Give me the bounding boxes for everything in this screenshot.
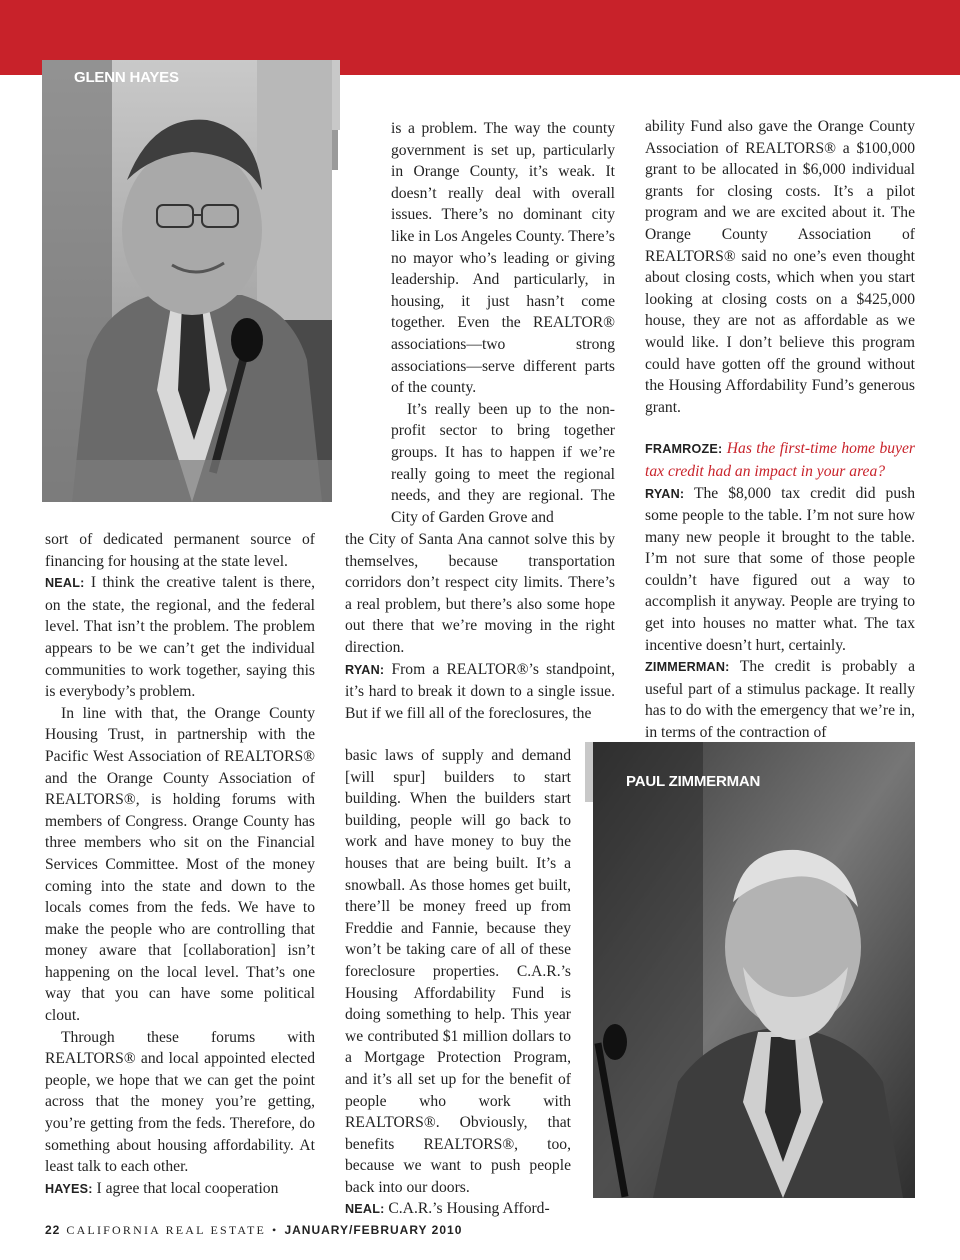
text-column-1 [45, 529, 315, 1200]
speaker-label: RYAN: [645, 486, 685, 501]
page-number: 22 [45, 1223, 61, 1237]
paragraph-text: The credit is probably a useful part of a stimulus package. It really has to do with the emergency that we’re in, in terms of the contraction of [645, 658, 915, 742]
text-column-2-middle [345, 529, 615, 724]
paragraph: It’s really been up to the non-profit sector to bring together groups. It has to happen if we’re really going to meet the regional needs, and they are regional. The City of Garden Grove and [391, 400, 615, 526]
paragraph-text: I agree that local cooperation [92, 1179, 279, 1197]
paragraph-text: From a REALTOR®’s standpoint, it’s hard to break it down to a single issue. But if we fill all of the foreclosures, the [345, 660, 615, 722]
interview-question: Has the first-time home buyer tax credit had an impact in your area? [645, 440, 915, 480]
paragraph: ability Fund also gave the Orange County Association of REALTORS® a $100,000 grant to be allocated in $6,000 individual grants for closing costs. It’s a pilot program and we are excited about it. The Orange County Association of REALTORS® said no one’s even thought about closing costs, which when you start looking at closing costs on a $425,000 house, they are not as affordable as we would like. I don’t believe this program could have gotten off the ground without the Housing Affordability Fund’s generous grant. [645, 118, 915, 416]
speaker-label: FRAMROZE: [645, 442, 723, 457]
speaker-label: RYAN: [345, 662, 385, 677]
paragraph: sort of dedicated permanent source of financing for housing at the state level. [45, 531, 315, 570]
paragraph [45, 1178, 315, 1201]
photo-caption-zimmerman: PAUL ZIMMERMAN [626, 773, 761, 790]
speaker-label: NEAL: [45, 576, 85, 591]
paragraph-text: The $8,000 tax credit did push some people to the table. I’m not sure how many new people it brought to the table. I’m not sure that some of those people couldn’t have figured out a way to accomplish it anyway. People are trying to get into houses no matter what. The tax incentive doesn’t hurt, certainly. [645, 484, 915, 654]
publication-name: CALIFORNIA REAL ESTATE [66, 1223, 267, 1237]
paragraph-text: C.A.R.’s Housing Afford- [384, 1200, 550, 1218]
photo-caption-hayes: GLENN HAYES [74, 69, 179, 86]
footer-separator: • [272, 1223, 279, 1237]
photo-frame-block [332, 60, 340, 130]
paragraph-text: I think the creative talent is there, on the state, the regional, and the federal level. That isn’t the problem. The problem appears to be we can’t get the individual communities to work together, saying this is everybody’s problem. [45, 574, 315, 701]
paragraph: the City of Santa Ana cannot solve this by themselves, because transportation corridors don’t respect city limits. There’s a real problem, but there’s also some hope out there that we’re moving in the right direction. [345, 531, 615, 656]
paragraph: is a problem. The way the county government is set up, particularly in Orange County, it’s weak. It doesn’t really deal with overall issues. There’s no dominant city like in Los Angeles County. There’s no mayor who’s leading or giving leadership. And particularly, in housing, it just hasn’t come together. Even the REALTOR® associations—two strong associations—serve different parts of the county. [391, 120, 615, 397]
paragraph: In line with that, the Orange County Housing Trust, in partnership with the Pacific West Association of REALTORS® and the Orange County Association of REALTORS®, is holding forums with members of Congress. Orange County has three members who sit on the Financial Services Committee. Most of the money coming into the state and down to the locals comes from the feds. We have to make the people who are controlling that money aware that [collaboration] isn’t happening on the local level. That’s one way that you can have some political clout. [45, 704, 315, 1025]
text-column-2-top [391, 118, 615, 528]
text-column-3 [645, 116, 915, 744]
issue-date: JANUARY/FEBRUARY 2010 [284, 1223, 463, 1237]
paul-zimmerman-photo [593, 742, 915, 1198]
speaker-label: ZIMMERMAN: [645, 660, 730, 675]
paragraph [645, 483, 915, 657]
glenn-hayes-photo [42, 60, 332, 502]
speaker-label: HAYES: [45, 1181, 93, 1196]
page-footer [45, 1223, 462, 1238]
paragraph [645, 656, 915, 743]
paragraph: basic laws of supply and demand [will spur] builders to start building. When the builders start building, people will go back to work and have money to buy the houses that are being built. It’s a snowball. As those homes get built, there’ll be money freed up from Freddie and Fannie, because they won’t be taking care of all of these foreclosure properties. C.A.R.’s Housing Affordability Fund is doing something to help. This year we contributed $1 million dollars to a Mortgage Protection Program, and it’s all set up for the benefit of people who work with REALTORS®. Obviously, that benefits REALTORS®, too, because we want to push people back into our doors. [345, 747, 571, 1196]
text-column-2-bottom [345, 745, 571, 1221]
glenn-hayes-portrait [42, 60, 332, 502]
paul-zimmerman-portrait [593, 742, 915, 1198]
photo-frame-block [332, 130, 338, 170]
photo-frame-block [585, 742, 593, 802]
paragraph [345, 1198, 571, 1221]
speaker-label: NEAL: [345, 1202, 385, 1217]
paragraph [45, 572, 315, 703]
paragraph: Through these forums with REALTORS® and local appointed elected people, we hope that we can get the point across that the money you’re getting, you’re getting from the feds. Therefore, do something about housing affordability. At least talk to each other. [45, 1028, 315, 1176]
paragraph [645, 438, 915, 482]
paragraph [345, 659, 615, 725]
